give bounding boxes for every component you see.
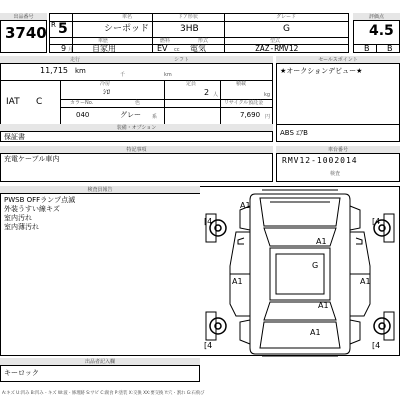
inspector-header: 検査員報告: [0, 186, 200, 194]
body-color: グレー: [120, 111, 141, 119]
load-unit: kg: [264, 92, 271, 98]
doors-label: ドア形状: [178, 14, 198, 20]
option-left: 保証書: [4, 133, 25, 141]
damage-left-side: A1: [232, 277, 243, 286]
option-right: ABS ｴｱB: [280, 129, 308, 137]
lot-header: 出品番号: [0, 13, 47, 21]
color-code: 040: [76, 111, 90, 119]
usage: 自家用: [92, 44, 116, 53]
seats-unit: 人: [213, 92, 219, 98]
grade-label: グレード: [276, 14, 297, 20]
recycle-label: リサイクル預託金: [224, 100, 264, 106]
model: ZAZ-RMV12: [255, 44, 299, 53]
seller-text: キーロック: [4, 369, 39, 377]
color-label: 形式: [198, 38, 209, 44]
fuel-label: 燃料: [160, 38, 171, 44]
body-color-unit: 系: [152, 114, 158, 120]
car-diagram: [200, 188, 400, 358]
car-name: シーポッド: [104, 24, 150, 34]
notes-header: 特記事項: [0, 146, 273, 154]
aircon-label: 冷房: [100, 81, 111, 87]
model-label: 型式: [270, 38, 281, 44]
wheel-rr-code: [4: [372, 341, 381, 350]
year: 5: [58, 21, 68, 37]
month: 9: [61, 44, 67, 53]
inspector-line-1: PWSB OFFランプ点滅: [4, 196, 76, 204]
mileage-label: 走行: [70, 57, 81, 63]
damage-rear-left: A1: [310, 328, 321, 337]
damage-hood-right: A1: [316, 237, 327, 246]
sales-point-text: ★オークションデビュー★: [280, 67, 363, 75]
body-color-label: 色: [135, 100, 141, 106]
usage-label: 車歴: [98, 38, 109, 44]
lot-number: 3740: [5, 24, 47, 42]
seller-header: 出品者記入欄: [0, 358, 200, 366]
inspector-line-4: 室内薄汚れ: [4, 223, 39, 231]
extras-header: 装備・オプション: [0, 124, 273, 132]
fuel: EV: [157, 44, 168, 53]
shift-label: シフト: [174, 57, 190, 63]
month-unit: 月: [68, 47, 74, 53]
wheel-fr-code: [4: [372, 217, 381, 226]
doors: 3HB: [180, 24, 199, 34]
aircon: ｼﾛ: [103, 88, 110, 96]
inspector-line-2: 外装うすい線キズ: [4, 205, 60, 213]
damage-right-side: A1: [360, 277, 371, 286]
mileage: 11,715: [40, 66, 68, 75]
damage-roof: G: [312, 261, 319, 270]
notes-text: 充電ケーブル車内: [4, 155, 60, 163]
mileage-sub: 千: [120, 72, 126, 78]
damage-legend: A:キズ U:凹み B:凹み・キズ W:波・修理跡 S:サビ C:腐食 P:塗装 X:交換 XX:要交換 Y:穴・割れ G:石飛び: [2, 391, 205, 396]
color-code-label: カラーNo.: [70, 100, 94, 106]
chassis-sub: 検査: [330, 171, 341, 177]
exterior-score: B: [387, 44, 393, 53]
fuel-unit: cc: [174, 47, 180, 53]
recycle: 7,690: [240, 111, 261, 119]
mileage-unit: km: [75, 67, 86, 75]
recycle-unit: 円: [265, 114, 271, 120]
interior-score: B: [364, 44, 370, 53]
name-label: 車名: [122, 14, 133, 20]
damage-front-top: A1: [240, 201, 251, 210]
seats-label: 定員: [186, 81, 197, 87]
body-type: 電気: [190, 44, 206, 53]
chassis-number: RMV12-1002014: [282, 156, 358, 165]
grade: G: [283, 24, 290, 34]
load-label: 積載: [236, 81, 247, 87]
seats: 2: [204, 88, 210, 97]
transmission: IAT: [6, 97, 20, 107]
score-header: 評価点: [353, 13, 400, 21]
chassis-header: 車台番号: [276, 146, 400, 154]
inspector-line-3: 室内汚れ: [4, 214, 32, 222]
year-era: R: [51, 21, 56, 29]
damage-rear-right: A1: [318, 301, 329, 310]
score: 4.5: [369, 23, 394, 39]
transmission-sub: C: [36, 97, 43, 107]
wheel-fl-code: [4: [204, 217, 213, 226]
sales-point-header: セールスポイント: [276, 56, 400, 64]
mileage-sub2: km: [164, 72, 172, 78]
wheel-rl-code: [4: [204, 341, 213, 350]
